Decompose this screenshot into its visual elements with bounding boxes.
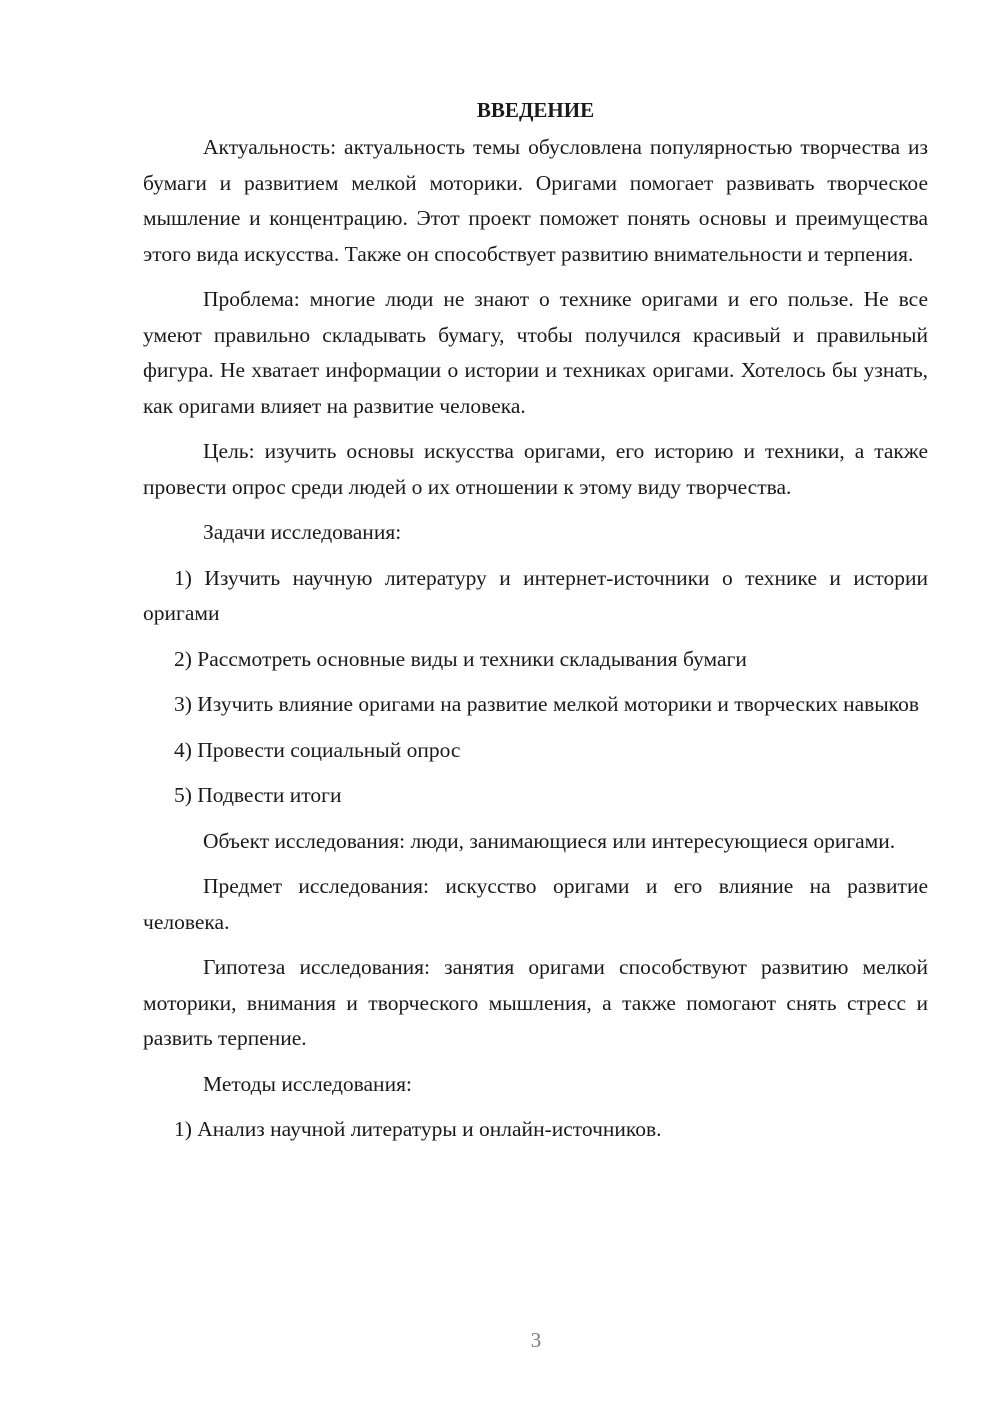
task-item: 3) Изучить влияние оригами на развитие мелкой моторики и творческих навыков bbox=[174, 692, 919, 716]
methods-title: Методы исследования: bbox=[203, 1071, 412, 1096]
tasks-title: Задачи исследования: bbox=[203, 520, 402, 544]
page-content bbox=[143, 92, 928, 1158]
task-item: 5) Подвести итоги bbox=[174, 783, 342, 807]
task-item: 2) Рассмотреть основные виды и техники складывания бумаги bbox=[174, 646, 747, 671]
object-paragraph: Объект исследования: люди, занимающиеся или интересующиеся оригами. bbox=[203, 828, 896, 853]
hypothesis-paragraph: Гипотеза исследования: занятия оригами способствуют развитию мелкой моторики, внимания и творческого мышления, а также помогают снять стресс и развить терпение. bbox=[143, 955, 928, 1050]
page-number: 3 bbox=[530, 1328, 542, 1352]
goal-paragraph: Цель: изучить основы искусства оригами, его историю и техники, а также провести опрос среди людей о их отношении к этому виду творчества. bbox=[143, 439, 928, 499]
task-item: 4) Провести социальный опрос bbox=[174, 737, 461, 762]
relevance-paragraph: Актуальность: актуальность темы обусловлена популярностью творчества из бумаги и развитием мелкой моторики. Оригами помогает развивать творческое мышление и концентрацию. Этот проект поможет понять основы и преимущества этого вида искусства. Также он способствует развитию внимательности и терпения. bbox=[143, 135, 928, 266]
problem-paragraph: Проблема: многие люди не знают о технике оригами и его пользе. Не все умеют правильно складывать бумагу, чтобы получился красивый и правильный фигура. Не хватает информации о истории и техниках оригами. Хотелось бы узнать, как оригами влияет на развитие человека. bbox=[143, 287, 928, 418]
subject-paragraph: Предмет исследования: искусство оригами и его влияние на развитие человека. bbox=[143, 874, 928, 934]
task-item: 1) Изучить научную литературу и интернет-источники о технике и истории оригами bbox=[143, 565, 928, 625]
section-heading: ВВЕДЕНИЕ bbox=[476, 98, 595, 122]
method-item: 1) Анализ научной литературы и онлайн-источников. bbox=[174, 1117, 662, 1141]
